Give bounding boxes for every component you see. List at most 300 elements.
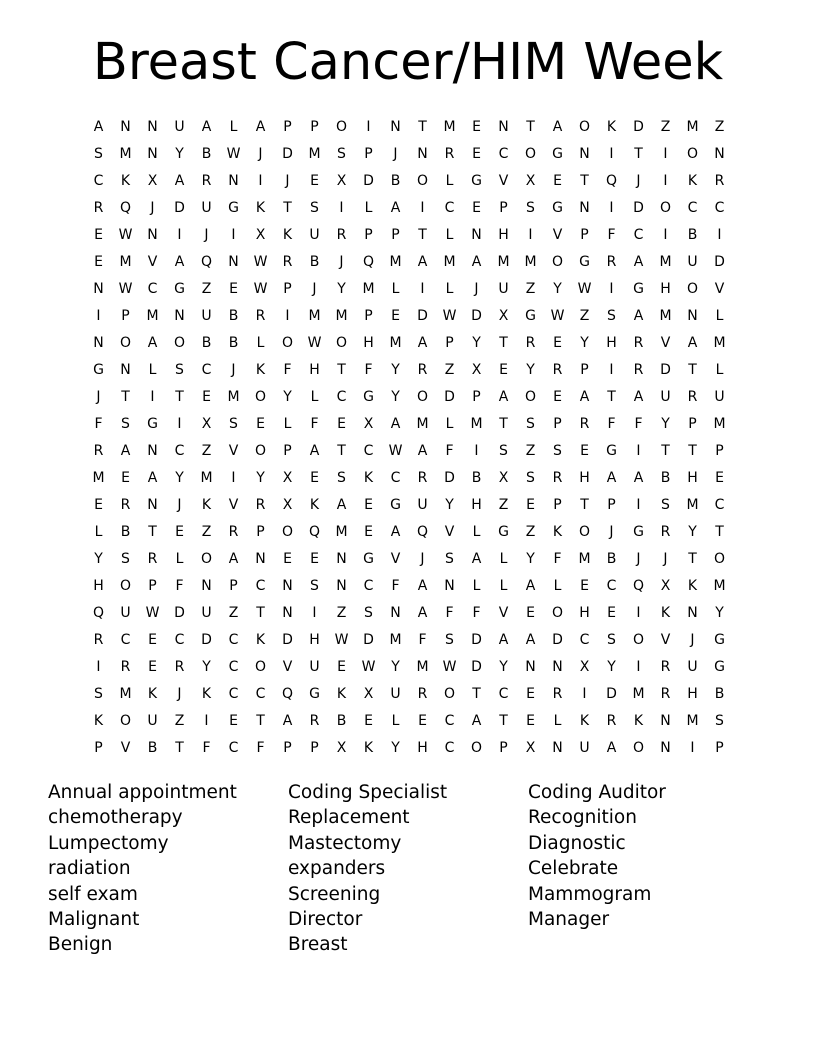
grid-letter: N xyxy=(417,145,428,162)
grid-letter: A xyxy=(471,253,482,270)
grid-letter: Z xyxy=(228,604,239,621)
word-item: expanders xyxy=(288,858,386,880)
grid-letter: K xyxy=(363,739,374,756)
grid-letter: P xyxy=(229,577,238,594)
grid-letter: C xyxy=(606,577,617,594)
grid-letter: Y xyxy=(472,334,481,351)
grid-letter: Y xyxy=(688,523,697,540)
grid-letter: N xyxy=(579,199,590,216)
grid-letter: K xyxy=(579,712,590,729)
grid-letter: A xyxy=(390,523,401,540)
grid-letter: K xyxy=(93,712,104,729)
grid-letter: T xyxy=(337,442,346,459)
grid-letter: O xyxy=(200,550,213,567)
grid-letter: B xyxy=(147,739,158,756)
grid-letter: R xyxy=(93,631,104,648)
grid-letter: A xyxy=(606,739,617,756)
grid-letter: O xyxy=(632,631,645,648)
grid-row xyxy=(85,707,733,734)
grid-letter: U xyxy=(714,388,725,405)
grid-letter: N xyxy=(444,577,455,594)
grid-letter: R xyxy=(120,496,131,513)
grid-letter: T xyxy=(472,685,481,702)
grid-letter: G xyxy=(633,280,644,297)
grid-letter: C xyxy=(93,172,104,189)
grid-letter: W xyxy=(253,253,268,270)
grid-letter: E xyxy=(418,712,427,729)
grid-letter: L xyxy=(310,388,319,405)
grid-letter: E xyxy=(121,469,130,486)
grid-row xyxy=(85,545,733,572)
grid-letter: R xyxy=(174,658,185,675)
grid-letter: R xyxy=(714,172,725,189)
grid-letter: L xyxy=(715,361,724,378)
grid-letter: S xyxy=(499,442,508,459)
word-item: Malignant xyxy=(48,909,140,931)
grid-letter: A xyxy=(525,577,536,594)
grid-letter: B xyxy=(390,172,401,189)
grid-letter: B xyxy=(336,712,347,729)
grid-letter: K xyxy=(147,685,158,702)
grid-letter: F xyxy=(364,361,373,378)
grid-letter: G xyxy=(633,523,644,540)
grid-letter: X xyxy=(336,172,347,189)
grid-letter: Y xyxy=(526,361,535,378)
grid-letter: D xyxy=(363,631,374,648)
grid-letter: T xyxy=(256,712,265,729)
grid-letter: N xyxy=(228,253,239,270)
letter-grid xyxy=(85,113,733,761)
grid-letter: T xyxy=(661,442,670,459)
grid-letter: Q xyxy=(119,199,132,216)
grid-letter: L xyxy=(391,280,400,297)
grid-letter: D xyxy=(417,307,428,324)
grid-letter: C xyxy=(228,739,239,756)
grid-row xyxy=(85,140,733,167)
grid-letter: O xyxy=(254,442,267,459)
grid-letter: E xyxy=(526,496,535,513)
grid-letter: R xyxy=(93,442,104,459)
grid-letter: J xyxy=(204,226,209,243)
grid-letter: T xyxy=(526,118,535,135)
grid-letter: J xyxy=(690,631,695,648)
grid-letter: X xyxy=(201,415,212,432)
grid-letter: P xyxy=(364,226,373,243)
grid-letter: P xyxy=(364,145,373,162)
grid-letter: I xyxy=(150,388,155,405)
grid-letter: Z xyxy=(660,118,671,135)
grid-row xyxy=(85,167,733,194)
grid-letter: R xyxy=(687,388,698,405)
grid-letter: N xyxy=(147,496,158,513)
grid-letter: A xyxy=(255,118,266,135)
grid-letter: A xyxy=(633,388,644,405)
grid-letter: S xyxy=(526,469,535,486)
grid-letter: E xyxy=(310,550,319,567)
grid-letter: B xyxy=(201,145,212,162)
word-item: Benign xyxy=(48,934,113,956)
grid-letter: A xyxy=(471,712,482,729)
grid-row xyxy=(85,518,733,545)
grid-letter: M xyxy=(416,658,429,675)
grid-letter: T xyxy=(283,199,292,216)
grid-letter: R xyxy=(606,253,617,270)
grid-letter: M xyxy=(308,145,321,162)
grid-letter: O xyxy=(119,577,132,594)
grid-letter: X xyxy=(255,226,266,243)
grid-letter: M xyxy=(713,334,726,351)
grid-letter: L xyxy=(445,280,454,297)
grid-letter: P xyxy=(283,739,292,756)
grid-letter: U xyxy=(147,712,158,729)
grid-row xyxy=(85,275,733,302)
grid-letter: E xyxy=(472,199,481,216)
grid-letter: H xyxy=(93,577,104,594)
grid-letter: Z xyxy=(498,496,509,513)
grid-letter: N xyxy=(201,577,212,594)
grid-letter: G xyxy=(93,361,104,378)
grid-letter: D xyxy=(444,469,455,486)
grid-letter: O xyxy=(632,739,645,756)
grid-letter: G xyxy=(147,415,158,432)
grid-letter: I xyxy=(663,226,668,243)
grid-letter: O xyxy=(713,550,726,567)
grid-letter: L xyxy=(229,118,238,135)
grid-letter: N xyxy=(660,712,671,729)
grid-letter: I xyxy=(609,280,614,297)
grid-letter: M xyxy=(443,118,456,135)
grid-letter: I xyxy=(690,739,695,756)
grid-letter: U xyxy=(579,739,590,756)
grid-letter: M xyxy=(200,469,213,486)
grid-letter: R xyxy=(633,361,644,378)
grid-letter: J xyxy=(96,388,101,405)
grid-letter: S xyxy=(526,415,535,432)
grid-letter: T xyxy=(634,145,643,162)
grid-letter: C xyxy=(687,199,698,216)
grid-letter: T xyxy=(418,226,427,243)
grid-letter: B xyxy=(228,334,239,351)
grid-letter: Y xyxy=(391,739,400,756)
grid-letter: C xyxy=(147,280,158,297)
grid-letter: V xyxy=(444,523,455,540)
grid-letter: F xyxy=(445,604,454,621)
grid-row xyxy=(85,734,733,761)
grid-letter: S xyxy=(715,712,724,729)
grid-letter: F xyxy=(607,226,616,243)
grid-letter: F xyxy=(283,361,292,378)
grid-letter: W xyxy=(388,442,403,459)
grid-letter: O xyxy=(524,388,537,405)
grid-letter: W xyxy=(334,631,349,648)
grid-letter: A xyxy=(390,415,401,432)
grid-letter: J xyxy=(393,145,398,162)
word-item: Coding Auditor xyxy=(528,782,666,803)
grid-letter: N xyxy=(255,550,266,567)
grid-letter: B xyxy=(309,253,320,270)
grid-letter: P xyxy=(499,199,508,216)
grid-letter: D xyxy=(633,199,644,216)
grid-letter: R xyxy=(309,712,320,729)
grid-letter: N xyxy=(147,145,158,162)
grid-letter: I xyxy=(636,442,641,459)
grid-letter: E xyxy=(94,253,103,270)
grid-letter: E xyxy=(256,415,265,432)
grid-letter: C xyxy=(633,226,644,243)
grid-letter: I xyxy=(636,496,641,513)
grid-letter: W xyxy=(577,280,592,297)
grid-letter: G xyxy=(363,550,374,567)
grid-letter: T xyxy=(148,523,157,540)
grid-letter: V xyxy=(660,334,671,351)
grid-letter: O xyxy=(470,739,483,756)
grid-letter: A xyxy=(417,604,428,621)
grid-letter: G xyxy=(606,442,617,459)
grid-letter: Z xyxy=(579,307,590,324)
grid-letter: Y xyxy=(499,658,508,675)
grid-letter: A xyxy=(282,712,293,729)
grid-row xyxy=(85,410,733,437)
grid-letter: G xyxy=(525,307,536,324)
grid-letter: A xyxy=(174,253,185,270)
grid-letter: P xyxy=(121,307,130,324)
grid-letter: V xyxy=(228,496,239,513)
grid-letter: O xyxy=(686,280,699,297)
grid-letter: R xyxy=(606,712,617,729)
grid-letter: O xyxy=(254,388,267,405)
grid-letter: C xyxy=(444,199,455,216)
grid-letter: D xyxy=(714,253,725,270)
grid-letter: N xyxy=(93,280,104,297)
grid-letter: L xyxy=(445,415,454,432)
grid-letter: E xyxy=(283,550,292,567)
grid-letter: F xyxy=(202,739,211,756)
grid-letter: R xyxy=(417,685,428,702)
grid-letter: I xyxy=(717,226,722,243)
grid-letter: A xyxy=(498,631,509,648)
grid-letter: T xyxy=(688,550,697,567)
grid-letter: R xyxy=(417,469,428,486)
grid-letter: T xyxy=(499,334,508,351)
grid-row xyxy=(85,329,733,356)
grid-letter: O xyxy=(281,334,294,351)
grid-letter: S xyxy=(310,577,319,594)
word-item: self exam xyxy=(48,883,138,905)
grid-letter: M xyxy=(686,496,699,513)
grid-letter: P xyxy=(715,739,724,756)
grid-letter: D xyxy=(552,631,563,648)
grid-letter: O xyxy=(254,658,267,675)
grid-letter: G xyxy=(579,253,590,270)
grid-letter: A xyxy=(633,253,644,270)
grid-letter: P xyxy=(283,280,292,297)
grid-letter: W xyxy=(118,226,133,243)
grid-letter: N xyxy=(93,334,104,351)
grid-letter: G xyxy=(552,145,563,162)
grid-letter: R xyxy=(147,550,158,567)
grid-letter: G xyxy=(363,388,374,405)
grid-letter: R xyxy=(552,361,563,378)
word-item: Recognition xyxy=(528,807,637,829)
grid-letter: E xyxy=(202,388,211,405)
grid-letter: I xyxy=(258,172,263,189)
word-item: Annual appointment xyxy=(48,782,237,803)
grid-letter: V xyxy=(498,604,509,621)
word-item: Celebrate xyxy=(528,858,619,880)
grid-letter: W xyxy=(253,280,268,297)
grid-letter: D xyxy=(633,118,644,135)
grid-letter: I xyxy=(636,658,641,675)
grid-letter: D xyxy=(471,658,482,675)
grid-letter: Y xyxy=(391,361,400,378)
grid-letter: O xyxy=(551,604,564,621)
grid-letter: P xyxy=(256,523,265,540)
grid-letter: N xyxy=(525,658,536,675)
grid-letter: I xyxy=(663,172,668,189)
grid-letter: M xyxy=(686,118,699,135)
word-item: radiation xyxy=(48,858,131,880)
grid-letter: C xyxy=(228,631,239,648)
grid-letter: R xyxy=(660,658,671,675)
grid-letter: K xyxy=(336,685,347,702)
grid-letter: O xyxy=(119,334,132,351)
grid-letter: C xyxy=(579,631,590,648)
grid-letter: B xyxy=(471,469,482,486)
grid-letter: L xyxy=(391,712,400,729)
grid-letter: N xyxy=(336,577,347,594)
grid-letter: R xyxy=(552,469,563,486)
grid-letter: R xyxy=(552,685,563,702)
grid-letter: P xyxy=(499,739,508,756)
grid-letter: C xyxy=(120,631,131,648)
grid-letter: O xyxy=(119,712,132,729)
grid-letter: E xyxy=(310,469,319,486)
grid-letter: O xyxy=(281,523,294,540)
grid-letter: H xyxy=(579,469,590,486)
grid-letter: F xyxy=(310,415,319,432)
grid-letter: V xyxy=(552,226,563,243)
grid-letter: Q xyxy=(200,253,213,270)
grid-letter: I xyxy=(474,442,479,459)
grid-letter: I xyxy=(177,226,182,243)
grid-letter: V xyxy=(714,280,725,297)
word-item: chemotherapy xyxy=(48,807,183,829)
word-item: Screening xyxy=(288,883,381,905)
grid-letter: T xyxy=(688,361,697,378)
grid-letter: Q xyxy=(92,604,105,621)
grid-row xyxy=(85,113,733,140)
grid-letter: I xyxy=(177,415,182,432)
word-item: Replacement xyxy=(288,807,410,829)
grid-letter: L xyxy=(472,523,481,540)
grid-letter: V xyxy=(282,658,293,675)
grid-letter: Z xyxy=(174,712,185,729)
grid-letter: Z xyxy=(714,118,725,135)
grid-letter: B xyxy=(660,469,671,486)
grid-letter: G xyxy=(174,280,185,297)
grid-letter: N xyxy=(228,172,239,189)
grid-letter: R xyxy=(336,226,347,243)
grid-letter: J xyxy=(285,172,290,189)
grid-letter: A xyxy=(633,469,644,486)
grid-letter: N xyxy=(174,307,185,324)
grid-letter: A xyxy=(336,496,347,513)
grid-letter: T xyxy=(580,172,589,189)
grid-letter: P xyxy=(445,334,454,351)
grid-letter: M xyxy=(686,712,699,729)
grid-letter: O xyxy=(659,199,672,216)
grid-letter: Z xyxy=(201,523,212,540)
grid-letter: E xyxy=(148,631,157,648)
grid-letter: J xyxy=(474,280,479,297)
grid-letter: Q xyxy=(632,577,645,594)
grid-letter: Q xyxy=(416,523,429,540)
grid-letter: R xyxy=(525,334,536,351)
grid-letter: I xyxy=(96,307,101,324)
grid-letter: B xyxy=(606,550,617,567)
grid-letter: S xyxy=(607,631,616,648)
grid-letter: Z xyxy=(525,280,536,297)
page-title: Breast Cancer/HIM Week xyxy=(92,33,724,92)
grid-letter: O xyxy=(416,388,429,405)
grid-letter: P xyxy=(310,118,319,135)
grid-letter: A xyxy=(390,199,401,216)
grid-letter: C xyxy=(498,685,509,702)
grid-row xyxy=(85,356,733,383)
grid-letter: T xyxy=(607,388,616,405)
grid-letter: U xyxy=(201,307,212,324)
grid-letter: Z xyxy=(201,280,212,297)
grid-letter: R xyxy=(633,334,644,351)
grid-letter: I xyxy=(366,118,371,135)
grid-letter: E xyxy=(364,712,373,729)
grid-letter: S xyxy=(661,496,670,513)
grid-letter: F xyxy=(553,550,562,567)
grid-letter: O xyxy=(524,145,537,162)
grid-letter: P xyxy=(715,442,724,459)
grid-letter: L xyxy=(499,577,508,594)
grid-letter: D xyxy=(282,145,293,162)
grid-letter: D xyxy=(282,631,293,648)
grid-letter: K xyxy=(201,685,212,702)
grid-row xyxy=(85,626,733,653)
grid-letter: K xyxy=(660,604,671,621)
grid-letter: G xyxy=(498,523,509,540)
grid-letter: I xyxy=(339,199,344,216)
grid-letter: C xyxy=(255,577,266,594)
grid-letter: U xyxy=(660,388,671,405)
grid-letter: L xyxy=(364,199,373,216)
grid-letter: M xyxy=(416,415,429,432)
grid-letter: X xyxy=(336,739,347,756)
grid-letter: E xyxy=(337,415,346,432)
grid-letter: M xyxy=(659,307,672,324)
grid-letter: S xyxy=(445,550,454,567)
grid-letter: A xyxy=(228,550,239,567)
grid-letter: A xyxy=(552,118,563,135)
grid-letter: U xyxy=(309,226,320,243)
grid-row xyxy=(85,248,733,275)
grid-letter: J xyxy=(150,199,155,216)
grid-letter: V xyxy=(660,631,671,648)
grid-letter: B xyxy=(228,307,239,324)
grid-letter: E xyxy=(472,145,481,162)
grid-letter: M xyxy=(659,253,672,270)
grid-letter: S xyxy=(364,604,373,621)
grid-letter: P xyxy=(283,118,292,135)
grid-letter: A xyxy=(309,442,320,459)
grid-letter: A xyxy=(498,388,509,405)
